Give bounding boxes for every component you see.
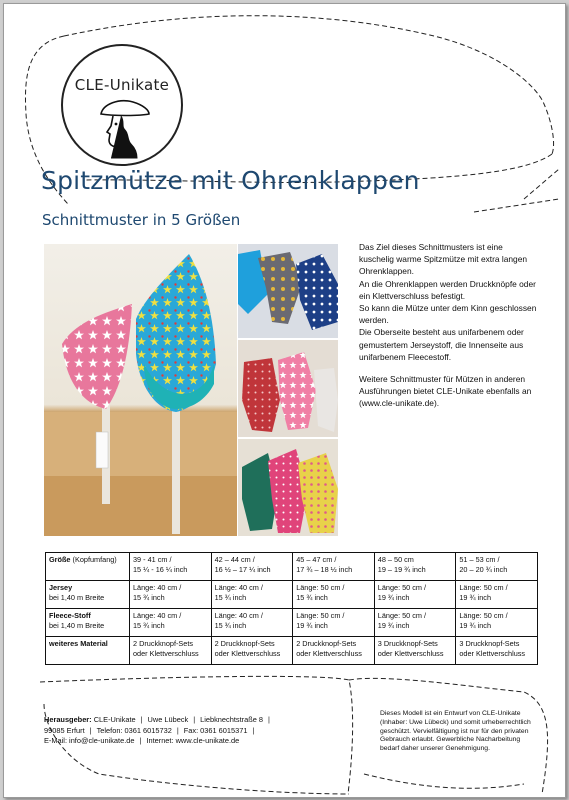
row-header: Fleece-Stoff bei 1,40 m Breite	[46, 609, 130, 637]
table-cell: 2 Druckknopf-Sets oder Klettverschluss	[293, 637, 375, 665]
description-more-patterns: Weitere Schnittmuster für Mützen in anderen Ausführungen bietet CLE-Unikate ebenfalls an (www.cle-unikate.de).	[359, 373, 532, 409]
row-header: Jersey bei 1,40 m Breite	[46, 581, 130, 609]
table-cell: Länge: 50 cm / 19 ¾ inch	[374, 581, 456, 609]
page-subtitle: Schnittmuster in 5 Größen	[42, 211, 241, 229]
footer-line-2: 99085 Erfurt | Telefon: 0361 6015732 | Fax: 0361 6015371 |	[44, 725, 255, 735]
page-title: Spitzmütze mit Ohrenklappen	[41, 166, 420, 195]
row-header: Größe (Kopfumfang)	[46, 553, 130, 581]
table-cell: Länge: 50 cm / 15 ¾ inch	[293, 581, 375, 609]
table-cell: Länge: 40 cm / 15 ¾ inch	[211, 609, 293, 637]
publisher-footer	[44, 715, 354, 747]
table-cell: 51 – 53 cm / 20 – 20 ¾ inch	[456, 553, 538, 581]
table-row	[46, 581, 538, 609]
table-cell: Länge: 50 cm / 19 ¾ inch	[293, 609, 375, 637]
table-cell: Länge: 40 cm / 15 ¾ inch	[130, 581, 212, 609]
footer-line-1: Herausgeber: CLE-Unikate | Uwe Lübeck | Liebknechtstraße 8 |	[44, 715, 270, 724]
table-cell: 2 Druckknopf-Sets oder Klettverschluss	[211, 637, 293, 665]
table-cell: 45 – 47 cm / 17 ¾ – 18 ½ inch	[293, 553, 375, 581]
size-table	[45, 552, 538, 665]
table-row	[46, 637, 538, 665]
table-cell: 48 – 50 cm 19 – 19 ¾ inch	[374, 553, 456, 581]
copyright-notice: Dieses Modell ist ein Entwurf von CLE-Unikate (Inhaber: Uwe Lübeck) und somit urheberrechtlich geschützt. Vervielfältigung ist nur für den privaten Gebrauch erlaubt. Gewerbliche Nacharbeitung bedarf daher unserer Genehmigung.	[380, 710, 531, 753]
table-cell: Länge: 40 cm / 15 ¾ inch	[211, 581, 293, 609]
table-cell: Länge: 50 cm / 19 ¾ inch	[456, 581, 538, 609]
logo-text: CLE-Unikate	[74, 76, 170, 94]
table-cell: Länge: 50 cm / 19 ¾ inch	[456, 609, 538, 637]
table-cell: 42 – 44 cm / 16 ½ – 17 ¼ inch	[211, 553, 293, 581]
row-header: weiteres Material	[46, 637, 130, 665]
footer-line-3: E-Mail: info@cle-unikate.de | Internet: www.cle-unikate.de	[44, 736, 240, 746]
table-cell: 3 Druckknopf-Sets oder Klettverschluss	[456, 637, 538, 665]
table-cell: Länge: 50 cm / 19 ¾ inch	[374, 609, 456, 637]
logo-badge	[61, 44, 183, 166]
table-cell: 3 Druckknopf-Sets oder Klettverschluss	[374, 637, 456, 665]
photo-hats-red-pink-variants	[238, 340, 338, 437]
description-paragraph: Das Ziel dieses Schnittmusters ist eine kuschelig warme Spitzmütze mit extra langen Ohrenklappen. An die Ohrenklappen werden Druckknöpfe oder ein Klettverschluss befestigt. So kann die Mütze unter dem Kinn geschlossen werden. Die Oberseite besteht aus unifarbenem oder gemustertem Jerseystoff, die Innenseite aus unifarbenem Fleecestoff.	[359, 242, 537, 362]
photo-hats-on-stands	[44, 244, 237, 536]
logo-face-icon	[91, 96, 153, 162]
table-row	[46, 553, 538, 581]
table-cell: Länge: 40 cm / 15 ¾ inch	[130, 609, 212, 637]
pattern-description	[359, 241, 539, 419]
photo-hats-green-variants	[238, 439, 338, 536]
table-cell: 2 Druckknopf-Sets oder Klettverschluss	[130, 637, 212, 665]
table-cell: 39 - 41 cm / 15 ¼ - 16 ¼ inch	[130, 553, 212, 581]
photo-hats-blue-variants	[238, 244, 338, 338]
pattern-cover-page	[3, 3, 566, 798]
table-row	[46, 609, 538, 637]
